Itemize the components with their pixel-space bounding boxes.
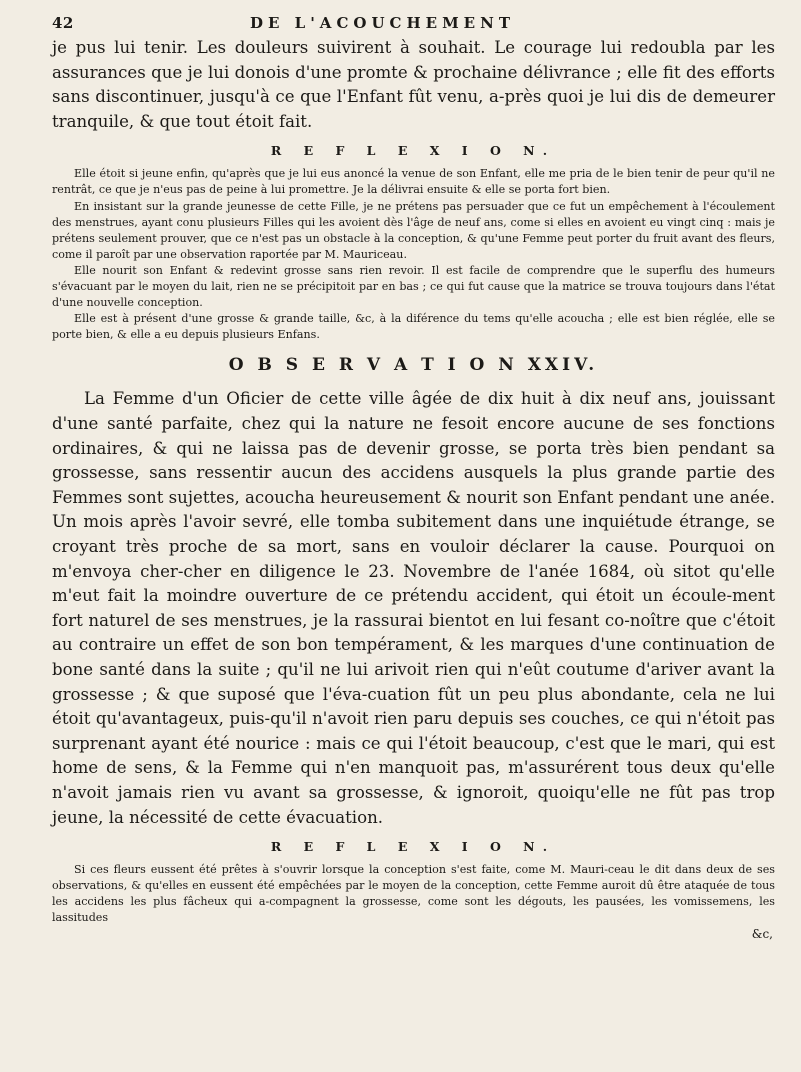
reflexion-paragraph: Si ces fleurs eussent été prêtes à s'ouvrir lorsque la conception s'est faite, come M. Mauri-ceau le dit dans deux de ses observations, & qu'elles en eussent été empêchées par le moyen de la conception, cette Femme auroit dû être ataquée de tous les accidens les plus fâcheux qui a-compagnent la grossesse, come sont les dégouts, les pausées, les vomissemens, les lassitudes (52, 863, 775, 925)
observation-paragraph: La Femme d'un Oficier de cette ville âgée de dix huit à dix neuf ans, jouissant d'une santé parfaite, chez qui la nature ne fesoit encore aucune de ses fonctions ordinaires, & qui ne laissa pas de devenir grosse, se porta très bien pendant sa grossesse, sans ressentir aucun des accidens ausquels la plus grande partie des Femmes sont sujettes, acoucha heureusement & nourit son Enfant pendant une anée. Un mois après l'avoir sevré, elle tomba subitement dans une inquiétude étrange, se croyant très proche de sa mort, sans en vouloir déclarer la cause. Pourquoi on m'envoya cher-cher en diligence le 23. Novembre de l'anée 1684, où sitot qu'elle m'eut fait la moindre ouverture de ce prétendu accident, qui étoit un écoule-ment fort naturel de ses menstrues, je la rassurai bientot en lui fesant co-noître que c'étoit au contraire un effet de son bon tempérament, & les marques d'une continuation de bone santé dans la suite ; qu'il ne lui arivoit rien qui n'eût coutume d'ariver avant la grossesse ; & que suposé que l'éva-cuation fût un peu plus abondante, cela ne lui étoit qu'avantageux, puis-qu'il n'avoit rien paru depuis ses couches, ce qui n'étoit pas surprenant ayant été nourice : mais ce qui l'étoit beaucoup, c'est que le mari, qui est home de sens, & la Femme qui n'en manquoit pas, m'assurérent tous deux qu'elle n'avoit jamais rien vu avant sa grossesse, & ignoroit, quoiqu'elle ne fût pas trop jeune, la nécessité de cette évacuation. (52, 389, 775, 827)
reflexion-paragraph: Elle est à présent d'une grosse & grande taille, &c, à la diférence du tems qu'elle acoucha ; elle est bien réglée, elle se porte bien, & elle a eu depuis plusieurs Enfans. (52, 312, 775, 342)
observation-heading: O B S E R V A T I O N XXIV. (228, 355, 599, 376)
running-header (52, 14, 775, 36)
reflexion-paragraph: Elle étoit si jeune enfin, qu'après que je lui eus anoncé la venue de son Enfant, elle me pria de le bien tenir de peur qu'il ne rentrât, ce que je n'eus pas de peine à lui promettre. Je la délivrai ensuite & elle se porta fort bien. (52, 167, 775, 197)
reflexion-paragraph: En insistant sur la grande jeunesse de cette Fille, je ne prétens pas persuader que ce fut un empêchement à l'écoulement des menstrues, ayant conu plusieurs Filles qui les avoient dès l'âge de neuf ans, come si elles en avoient eu vingt cinq : mais je prétens seulement prouver, que ce n'est pas un obstacle à la conception, & qu'une Femme peut porter du fruit avant des fleurs, come il paroît par une observation raportée par M. Mauriceau. (52, 199, 775, 261)
continuation-paragraph: je pus lui tenir. Les douleurs suivirent à souhait. Le courage lui redoubla par les assurances que je lui donois d'une promte & prochaine délivrance ; elle fit des efforts sans discontinuer, jusqu'à ce que l'Enfant fût venu, a-près quoi je lui dis de demeurer tranquile, & que tout étoit fait. (52, 38, 775, 131)
reflexion-heading: R E F L E X I O N. (270, 839, 557, 855)
catchword: &c, (751, 927, 773, 942)
running-title: DE L'ACOUCHEMENT (250, 14, 515, 32)
page-number: 42 (52, 14, 74, 32)
reflexion-paragraph: Elle nourit son Enfant & redevint grosse sans rien revoir. Il est facile de comprendre que le superflu des humeurs s'évacuant par le moyen du lait, rien ne se précipitoit par en bas ; ce qui fut cause que la matrice se trouva toujours dans l'état d'une nouvelle conception. (52, 263, 775, 310)
reflexion-heading: R E F L E X I O N. (270, 143, 557, 159)
